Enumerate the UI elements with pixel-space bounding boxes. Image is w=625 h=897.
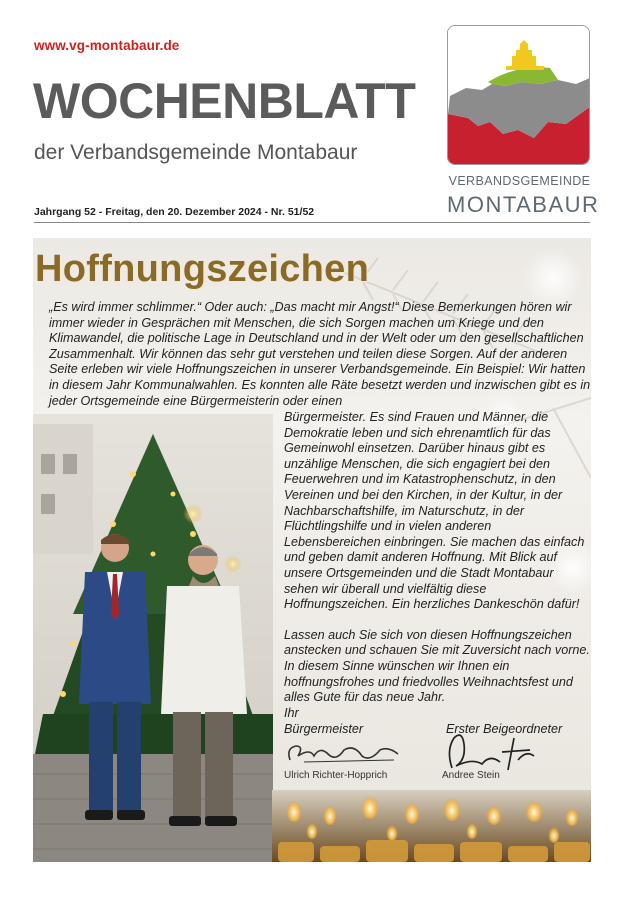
article-intro	[49, 300, 594, 409]
closing-block	[284, 706, 363, 737]
intro-paragraph: „Es wird immer schlimmer.“ Oder auch: „Das macht mir Angst!“ Diese Bemerkungen hören wir immer wieder in Gesprächen mit Menschen, die sich Sorgen machen um Kriege und den Klimawandel, die politische Lage in Deutschland und in der Welt oder um den gesellschaftlichen Zusammenhalt. Wir können das sehr gut verstehen und teilen diese Sorgen. Auf der anderen Seite erleben wir viele Hoffnungszeichen in unserer Verbandsgemeinde. Ein Beispiel: Wir hatten in diesem Jahr Kommunalwahlen. Es konnten alle Räte besetzt werden und inzwischen gibt es in jeder Ortsgemeinde eine Bürgermeisterin oder einen	[49, 300, 591, 408]
signature-left-icon	[284, 738, 404, 768]
logo-line1: VERBANDSGEMEINDE	[448, 174, 591, 188]
closing-ihr: Ihr	[284, 706, 299, 720]
masthead-subtitle: der Verbandsgemeinde Montabaur	[34, 141, 358, 164]
header-url[interactable]: www.vg-montabaur.de	[34, 38, 180, 53]
role-left: Bürgermeister	[284, 721, 364, 736]
issue-line: Jahrgang 52 - Freitag, den 20. Dezember 2024 - Nr. 51/52	[34, 206, 315, 218]
header-rule	[34, 222, 590, 223]
masthead-title: WOCHENBLATT	[33, 73, 416, 129]
name-left: Ulrich Richter-Hopprich	[284, 770, 388, 781]
candles-photo	[272, 790, 591, 862]
role-right: Erster Beigeordneter	[446, 722, 563, 736]
vg-logo-emblem	[447, 25, 590, 165]
signature-right-icon	[442, 730, 542, 774]
paragraph-2: Lassen auch Sie sich von diesen Hoffnungszeichen anstecken und schauen Sie mit Zuversicht nach vorne. In diesem Sinne wünschen wir Ihnen ein hoffnungsfrohes und friedvolles Weihnachtsfest und alles Gute für das neue Jahr.	[284, 627, 590, 705]
article-body-right	[284, 410, 590, 721]
article-headline: Hoffnungszeichen	[35, 248, 370, 290]
paragraph-1: Bürgermeister. Es sind Frauen und Männer, die Demokratie leben und sich ehrenamtlich für das Gemeinwohl einsetzen. Darüber hinaus gibt es unzählige Menschen, die sich engagiert bei den Feuerwehren und im Katastrophenschutz, in den Vereinen und bei den Kirchen, in der Kultur, in der Nachbarschaftshilfe, im Naturschutz, in der Flüchtlingshilfe und in vielen anderen Lebensbereichen einbringen. Sie machen das einfach und geben damit anderen Hoffnung. Mit Blick auf unsere Ortsgemeinden und die Stadt Montabaur sehen wir überall und vielfältig diese Hoffnungszeichen. Ein herzliches Dankeschön dafür!	[284, 410, 585, 612]
christmas-tree-photo	[33, 414, 273, 862]
name-right: Andree Stein	[442, 770, 500, 781]
logo-line2: MONTABAUR	[447, 192, 600, 217]
castle-landscape-icon	[448, 26, 590, 165]
